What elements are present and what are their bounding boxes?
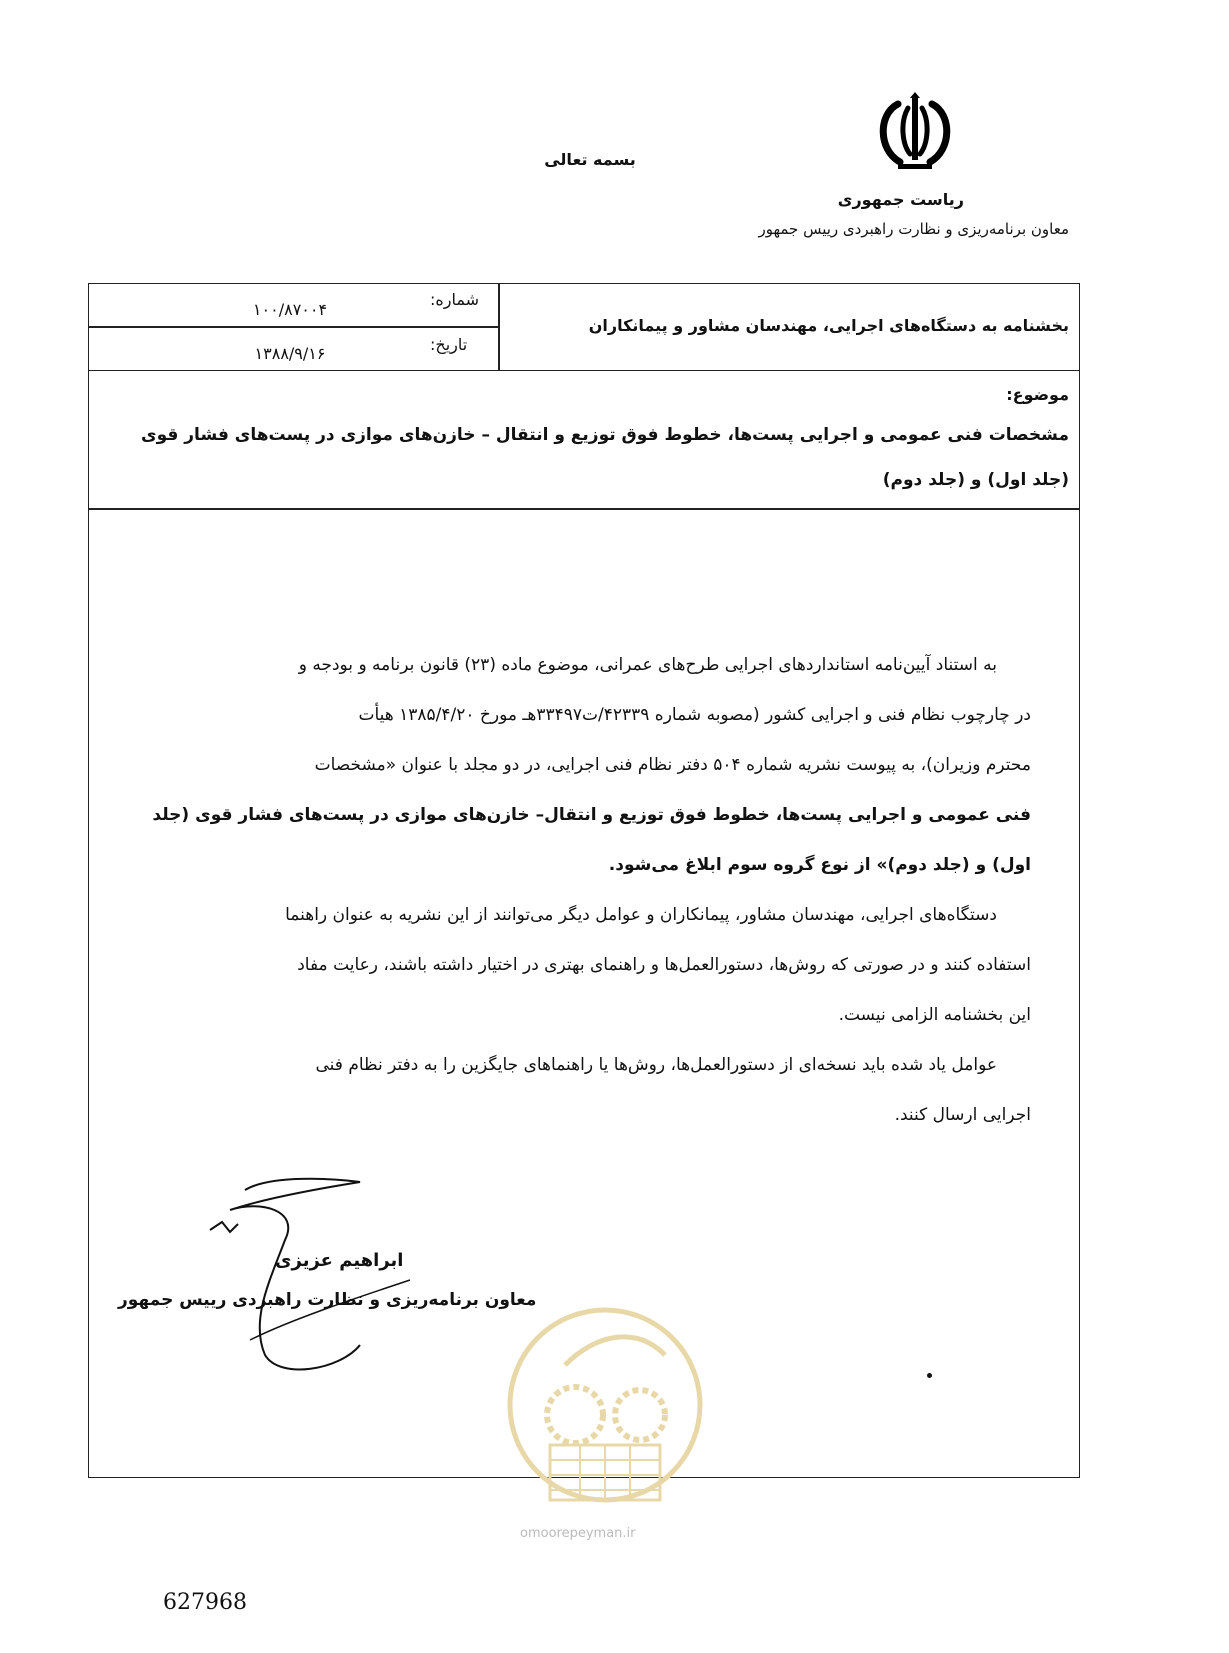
subject-label: موضوع: (1006, 385, 1069, 404)
stamp-logo (505, 1295, 705, 1525)
organization-title: ریاست جمهوری (837, 190, 964, 209)
body-line: این بخشنامه الزامی نیست. (838, 1005, 1031, 1025)
meta-divider (498, 283, 500, 371)
body-line: فنی عمومی و اجرایی پست‌ها، خطوط فوق توزیع و انتقال– خازن‌های موازی در پست‌های فشار قوی (جلد (152, 805, 1031, 825)
number-value: ۱۰۰/۸۷۰۰۴ (252, 300, 328, 319)
body-line: محترم وزیران)، به پیوست نشریه شماره ۵۰۴ دفتر نظام فنی اجرایی، در دو مجلد با عنوان «مشخصات (314, 755, 1031, 775)
iran-emblem-icon (870, 92, 960, 172)
signatory-name: ابراهیم عزیزی (275, 1250, 404, 1271)
subject-divider (88, 508, 1080, 510)
signatory-title: معاون برنامه‌ریزی و نظارت راهبردی رییس جمهور (118, 1290, 537, 1310)
body-line: به استناد آیین‌نامه استانداردهای اجرایی طرح‌های عمرانی، موضوع ماده (۲۳) قانون برنامه و بودجه و (298, 655, 997, 675)
body-line: اجرایی ارسال کنند. (894, 1105, 1031, 1125)
document-number: 627968 (163, 1590, 247, 1615)
bismillah-heading: بسمه تعالی (544, 150, 636, 169)
meta-mid-divider (88, 326, 498, 328)
addressee-line: بخشنامه به دستگاه‌های اجرایی، مهندسان مشاور و پیمانکاران (588, 316, 1069, 335)
ink-dot (927, 1373, 932, 1378)
subject-line: (جلد اول) و (جلد دوم) (882, 470, 1069, 490)
body-line: استفاده کنند و در صورتی که روش‌ها، دستورالعمل‌ها و راهنمای بهتری در اختیار داشته باشند، رعایت مفاد (297, 955, 1031, 975)
body-line: دستگاه‌های اجرایی، مهندسان مشاور، پیمانکاران و عوامل دیگر می‌توانند از این نشریه به عنوان راهنما (285, 905, 997, 925)
body-line: عوامل یاد شده باید نسخه‌ای از دستورالعمل‌ها، روش‌ها یا راهنماهای جایگزین را به دفتر نظام فنی (315, 1055, 997, 1075)
number-label: شماره: (430, 290, 480, 309)
date-label: تاریخ: (430, 335, 468, 354)
watermark-url: omoorepeyman.ir (520, 1526, 636, 1541)
handwritten-signature (190, 1170, 420, 1385)
date-value: ۱۳۸۸/۹/۱۶ (254, 344, 326, 363)
body-line: اول) و (جلد دوم)» از نوع گروه سوم ابلاغ می‌شود. (608, 855, 1031, 875)
organization-subtitle: معاون برنامه‌ریزی و نظارت راهبردی رییس جمهور (758, 220, 1069, 238)
body-line: در چارچوب نظام فنی و اجرایی کشور (مصوبه شماره ۴۲۳۳۹/ت۳۳۴۹۷هـ مورخ ۱۳۸۵/۴/۲۰ هیأت (358, 705, 1031, 725)
subject-line: مشخصات فنی عمومی و اجرایی پست‌ها، خطوط فوق توزیع و انتقال – خازن‌های موازی در پست‌های فشار قوی (140, 425, 1069, 445)
